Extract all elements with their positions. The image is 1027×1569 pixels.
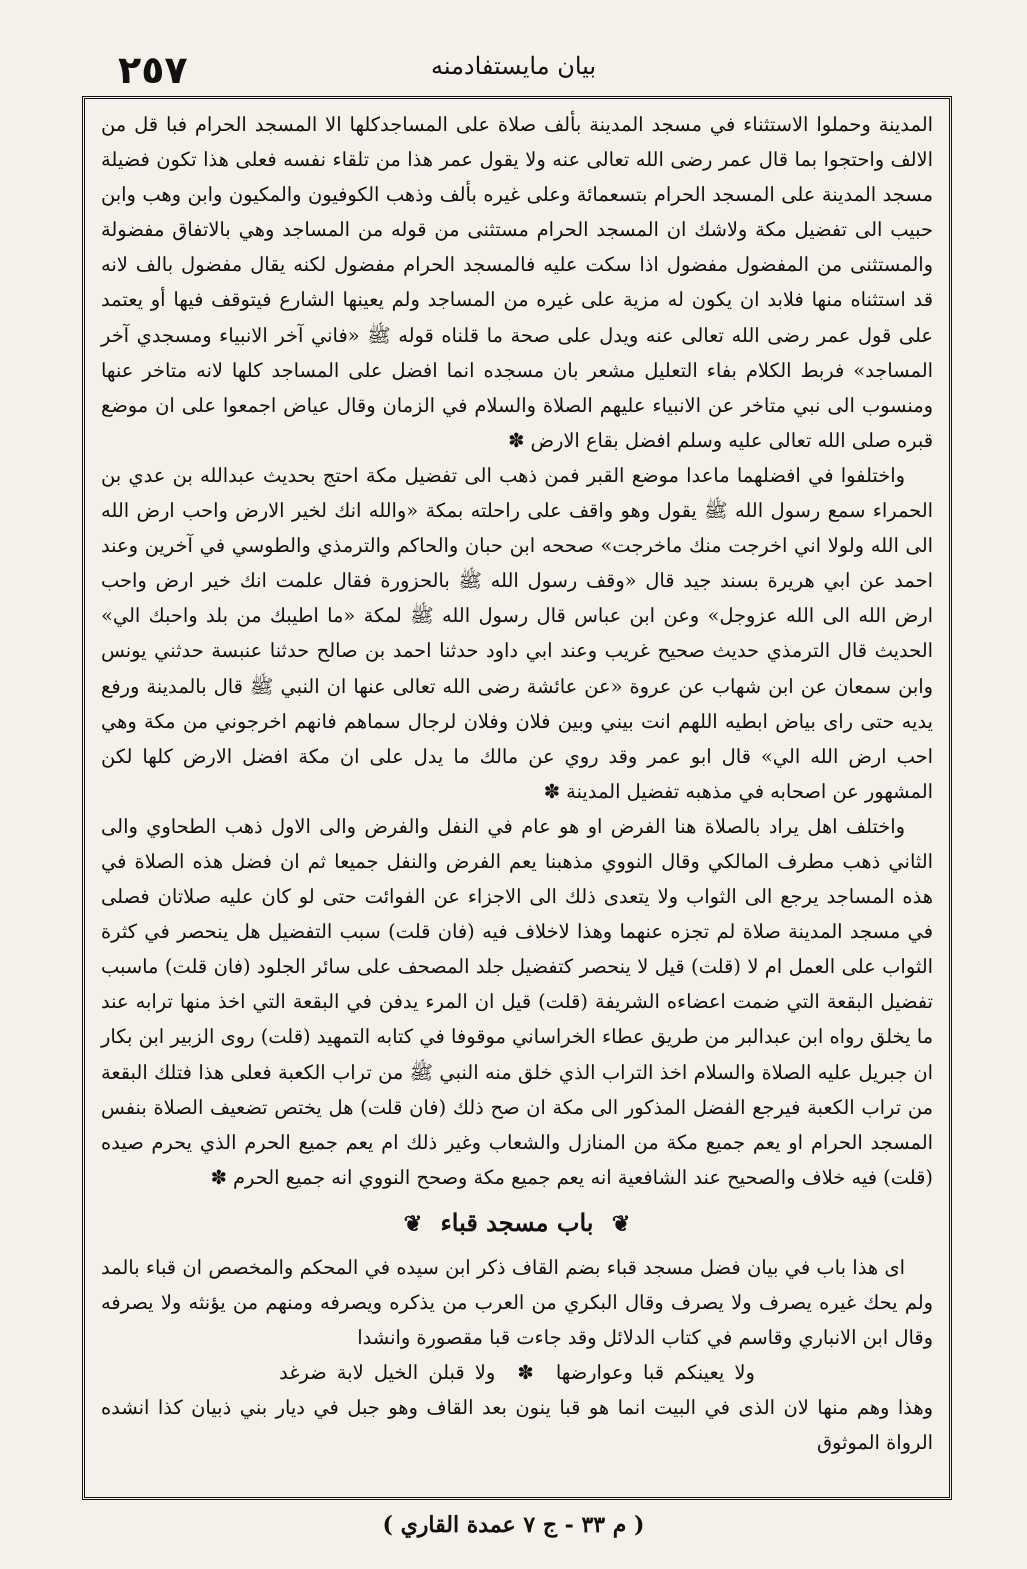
section-heading (101, 1205, 933, 1242)
verse-second-hemistich: ولا قبلن الخيل لابة ضرغد (279, 1361, 496, 1385)
text-frame (82, 96, 952, 1500)
running-title: بيان مايستفادمنه (430, 52, 597, 80)
paragraph-2: واختلفوا في افضلهما ماعدا موضع القبر فمن ذهب الى تفضيل مكة احتج بحديث عبدالله بن عدي بن الحمراء سمع رسول الله ﷺ يقول وهو واقف على راحلته بمكة «والله انك لخير الارض واحب ارض الله الى الله ولولا اني اخرجت منك ماخرجت» صححه ابن حبان والحاكم والترمذي والطوسي في آخرين وعند احمد عن ابي هريرة بسند جيد قال «وقف رسول الله ﷺ بالحزورة فقال علمت انك خير ارض واحب ارض الله الى الله عزوجل» وعن ابن عباس قال رسول الله ﷺ لمكة «ما اطيبك من بلد واحبك الي» الحديث قال الترمذي حديث صحيح غريب وعند ابي داود حدثنا احمد بن صالح حدثنا عنبسة حدثني يونس وابن سمعان عن ابن شهاب عن عروة «عن عائشة رضى الله تعالى عنها ان النبي ﷺ قال بالمدينة ورفع يديه حتى راى بياض ابطيه اللهم انت بيني وبين فلان وفلان لرجال سماهم فانهم اخرجوني من مكة وهي احب ارض الله الي» قال ابو عمر وقد روي عن مالك ما يدل على ان مكة افضل الارض كلها لكن المشهور عن اصحابه في مذهبه تفضيل المدينة ✽ (101, 463, 933, 803)
section-heading-text: باب مسجد قباء (440, 1207, 594, 1237)
verse-line (101, 1355, 933, 1390)
paragraph-1: المدينة وحملوا الاستثناء في مسجد المدينة بألف صلاة على المساجدكلها الا المسجد الحرام فبا قل من الالف واحتجوا بما قال عمر رضى الله تعالى عنه ولا يقول عمر هذا من تلقاء نفسه فعلى هذا تكون فضيلة مسجد المدينة على المسجد الحرام بتسعمائة وعلى غيره بألف وذهب الكوفيون والمكيون وابن وهب وابن حبيب الى تفضيل مكة ولاشك ان المسجد الحرام مستثنى من قوله من المساجد وهي بالاتفاق مفضولة والمستثنى من المفضول مفضول اذا سكت عليه فالمسجد الحرام مفضول لكنه يقال مفضول بالف لانه قد استثناه منها فلابد ان يكون له مزية على غيره من المساجد ولم يعينها الشارع فيتوقف فيها أو يعتمد على قول عمر رضى الله تعالى عنه ويدل على صحة ما قلناه قوله ﷺ «فاني آخر الانبياء ومسجدي آخر المساجد» فربط الكلام بفاء التعليل مشعر بان مسجده انما افضل على المساجد كلها لانه متاخر عنها ومنسوب الى نبي متاخر عن الانبياء عليهم الصلاة والسلام في الزمان وقال عياض اجمعوا على ان موضع قبره صلى الله تعالى عليه وسلم افضل بقاع الارض ✽ (101, 113, 933, 452)
paragraph-3: واختلف اهل يراد بالصلاة هنا الفرض او هو عام في النفل والفرض والى الاول ذهب الطحاوي والى الثاني ذهب مطرف المالكي وقال النووي مذهبنا يعم الفرض والنفل جميعا ثم ان فضل هذه الصلاة في هذه المساجد يرجع الى الثواب ولا يتعدى ذلك الى الاجزاء عن الفوائت حتى لو كان عليه صلاتان فصلى في مسجد المدينة صلاة لم تجزه عنهما وهذا لاخلاف فيه (فان قلت) سبب التفضيل هل ينحصر في كثرة الثواب على العمل ام لا (قلت) قيل لا ينحصر كتفضيل جلد المصحف على سائر الجلود (فان قلت) ماسبب تفضيل البقعة التي ضمت اعضاءه الشريفة (قلت) قيل ان المرء يدفن في البقعة التي اخذ منها ترابه عند ما يخلق رواه ابن عبدالبر من طريق عطاء الخراساني موقوفا في كتابه التمهيد (قلت) روى الزبير ابن بكار ان جبريل عليه الصلاة والسلام اخذ التراب الذي خلق منه النبي ﷺ من تراب الكعبة فعلى هذا فتلك البقعة من تراب الكعبة فيرجع الفضل المذكور الى مكة ان صح ذلك (فان قلت) هل يختص تضعيف الصلاة بنفس المسجد الحرام او يعم جميع مكة من المنازل والشعاب وغير ذلك ام يعم جميع الحرم الذي يحرم صيده (قلت) فيه خلاف والصحيح عند الشافعية انه يعم جميع مكة وصحح النووي انه جميع الحرم ✽ (101, 814, 933, 1189)
section-intro: اى هذا باب في بيان فضل مسجد قباء بضم القاف ذكر ابن سيده في المحكم والمخصص ان قباء بالمد ولم يحك غيره يصرف ولا يصرف وقال البكري من العرب من يذكره ويصرفه ومنهم من يؤنثه ولا يصرفه وقال ابن الانباري وقاسم في كتاب الدلائل وقد جاءت قبا مقصورة وانشدا (101, 1255, 933, 1350)
page-number: ٢٥٧ (118, 48, 188, 92)
verse-separator-icon: ✽ (517, 1361, 534, 1385)
main-text (85, 99, 949, 1460)
section-closing: وهذا وهم منها لان الذى في البيت انما هو قبا ينون بعد القاف وهو جبل في ديار بني ذبيان كذا انشده الرواة الموثوق (101, 1396, 933, 1455)
footer-signature: ( م ٣٣ - ج ٧ عمدة القاري ) (382, 1512, 645, 1538)
verse-first-hemistich: ولا يعينكم قبا وعوارضها (555, 1361, 755, 1385)
ornament-left-icon: ❦ (403, 1210, 423, 1237)
ornament-right-icon: ❦ (611, 1210, 631, 1237)
